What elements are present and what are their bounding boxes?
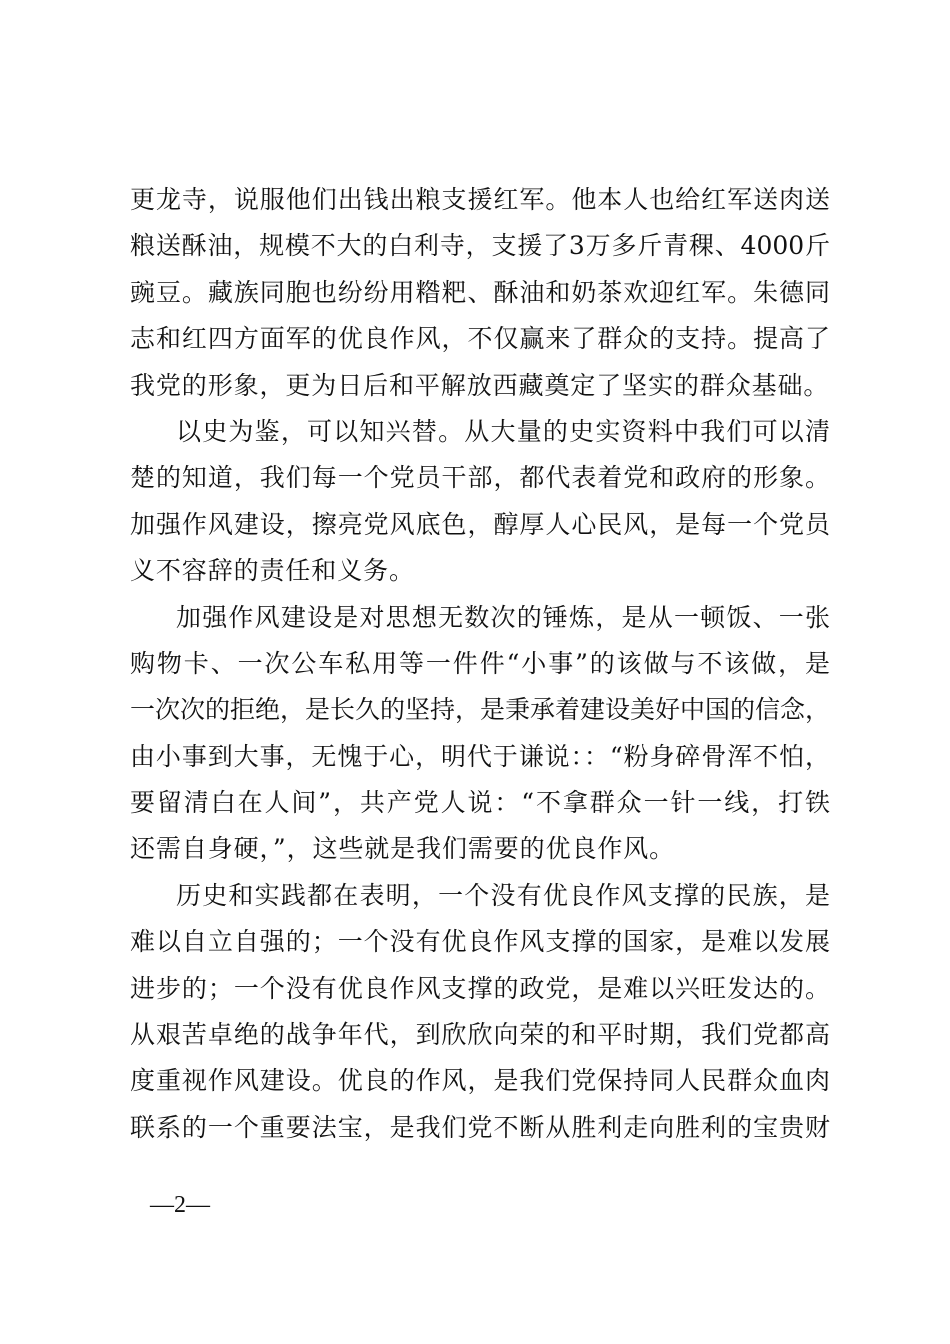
text-line: 一次次的拒绝，是长久的坚持，是秉承着建设美好中国的信念， [130, 695, 831, 725]
text-line: 进步的；一个没有优良作风支撑的政党，是难以兴旺发达的。 [130, 973, 830, 1003]
text-line: 联系的一个重要法宝，是我们党不断从胜利走向胜利的宝贵财 [130, 1112, 830, 1142]
text-line: 粮送酥油，规模不大的白利寺，支援了3万多斤青稞、4000斤 [130, 231, 830, 261]
text-line: 要留清白在人间”，共产党人说：“不拿群众一针一线，打铁 [130, 788, 830, 818]
text-line: 楚的知道，我们每一个党员干部，都代表着党和政府的形象。 [130, 463, 830, 493]
page-number: —2— [150, 1192, 210, 1218]
text-line: 从艰苦卓绝的战争年代，到欣欣向荣的和平时期，我们党都高 [130, 1020, 830, 1050]
text-line: 难以自立自强的；一个没有优良作风支撑的国家，是难以发展 [130, 927, 830, 957]
text-line: 度重视作风建设。优良的作风，是我们党保持同人民群众血肉 [130, 1066, 830, 1096]
paragraph [130, 409, 830, 595]
text-line: 更龙寺，说服他们出钱出粮支援红军。他本人也给红军送肉送 [130, 185, 830, 214]
text-line: 以史为鉴，可以知兴替。从大量的史实资料中我们可以清 [176, 416, 830, 446]
text-line: 我党的形象，更为日后和平解放西藏奠定了坚实的群众基础。 [130, 370, 830, 400]
text-line: 豌豆。藏族同胞也纷纷用糌粑、酥油和奶茶欢迎红军。朱德同 [130, 277, 830, 307]
text-line: 加强作风建设是对思想无数次的锤炼，是从一顿饭、一张 [176, 602, 830, 632]
paragraph [130, 873, 830, 1151]
text-line: 还需自身硬，”，这些就是我们需要的优良作风。 [130, 834, 676, 864]
paragraph [130, 595, 830, 873]
paragraph [130, 177, 830, 409]
text-line: 历史和实践都在表明，一个没有优良作风支撑的民族，是 [176, 880, 830, 910]
text-line: 由小事到大事，无愧于心，明代于谦说：：“粉身碎骨浑不怕， [130, 741, 830, 771]
document-body [130, 177, 830, 1151]
text-line: 加强作风建设，擦亮党风底色，醇厚人心民风，是每一个党员 [130, 509, 830, 539]
text-line: 购物卡、一次公车私用等一件件“小事”的该做与不该做，是 [130, 648, 830, 678]
text-line: 义不容辞的责任和义务。 [130, 556, 415, 586]
text-line: 志和红四方面军的优良作风，不仅赢来了群众的支持。提高了 [130, 324, 830, 354]
